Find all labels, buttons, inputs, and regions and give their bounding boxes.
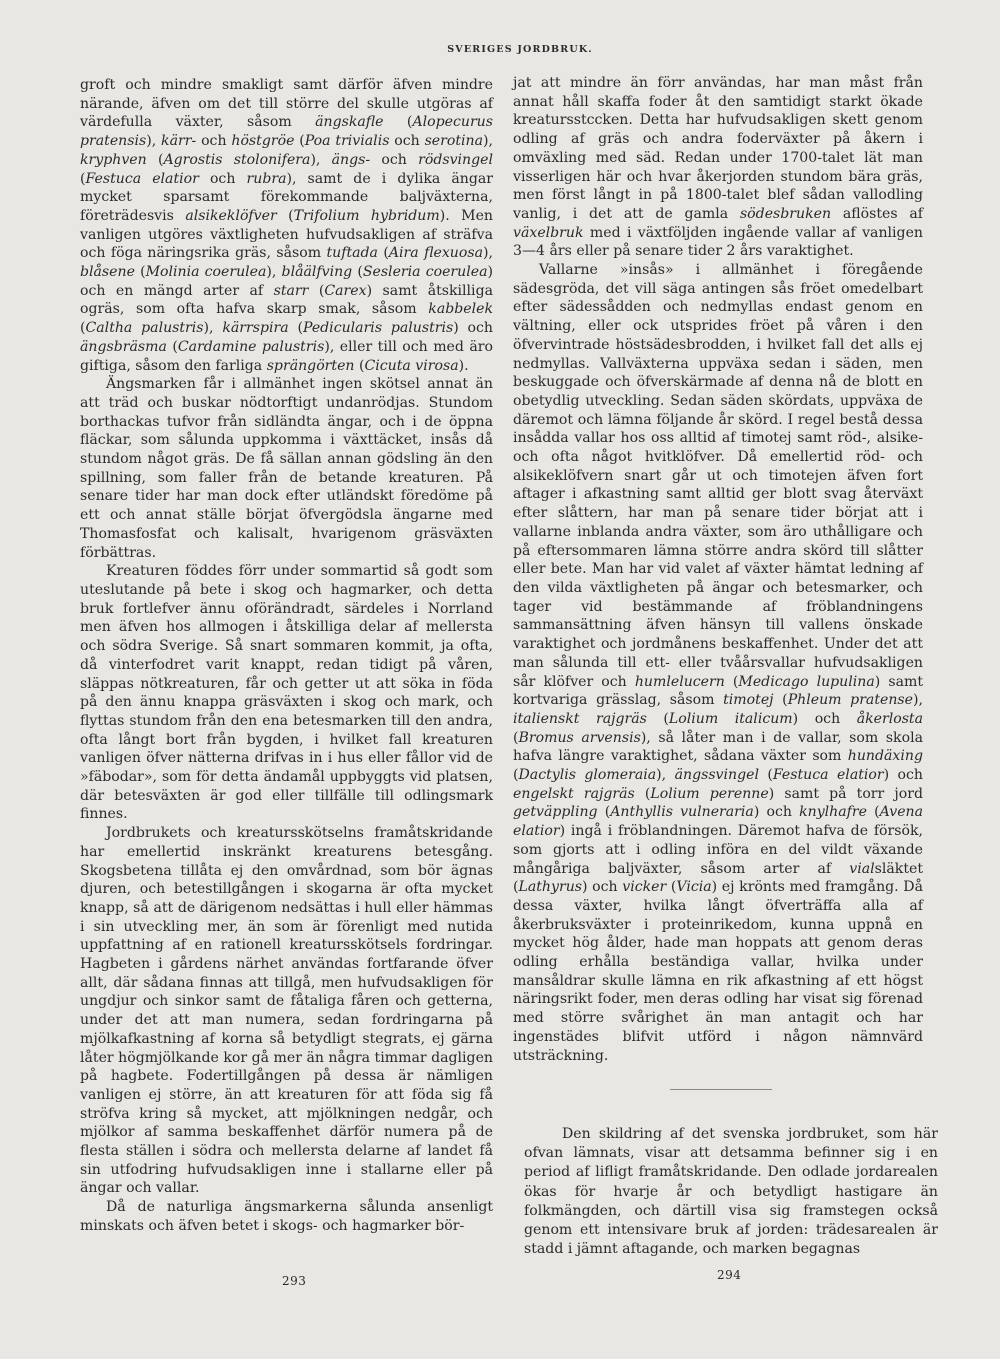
paragraph: Då de naturliga ängsmarkerna sålunda ansenligt minskats och äfven betet i skogs- och hagmarker bör- [80,1199,493,1234]
right-column [513,74,923,1065]
paragraph: Jordbrukets och kreatursskötselns framåtskridande har emellertid inskränkt kreaturens betesgång. Skogsbetena tillåta ej den omvårdnad, som bör ägnas djuren, och betestillgången i skogarna är ofta mycket knapp, så att de därigenom nedsättas i hull eller hämmas i sin utveckling mer, än som är förenligt med nutida uppfattning af en rationell kreatursskötsels fordringar. Hagbeten i gårdens närhet användas fortfarande öfver allt, där sådana finnas att tillgå, men hufvudsakligen för ungdjur och sinkor samt de fåtaliga fåren och getterna, under det att man numera, sedan fordringarna på mjölkafkastning af korna så betydligt stegrats, ej gärna låter högmjölkande kor gå mer än några timmar dagligen på hagbete. Fodertillgången på dessa är nämligen vanligen ej större, än att kreaturen för att föda sig få ströfva kring så mycket, att mjölkningen nedgår, och mjölkor af samma beskaffenhet därför numera på de flesta ställen i södra och mellersta delarne af landet få sin utfodring hufvudsakligen inne i stallarne eller på ängar och vallar. [80,825,493,1197]
paragraph: Ängsmarken får i allmänhet ingen skötsel annat än att träd och buskar nödtorftigt undanrödjas. Stundom borthackas tufvor från sidländta ängar, och i de öppna fläckar, som sålunda uppkomma i växttäcket, insås då stundom något gräs. De få sällan annan gödsling än den spillning, som faller från de betande kreaturen. På senare tider har man dock efter utländskt föredöme på ett och annat ställe börjat öfvergödsla ängarne med Thomasfosfat och kalisalt, hvarigenom gräsväxten förbättras. [80,376,493,561]
closing-paragraph: Den skildring af det svenska jordbruket, som här ofvan lämnats, visar att detsamma befinner sig i en period af lifligt framåtskridande. Den odlade jordarealen ökas för hvarje år och betydligt hastigare än folkmängden, och därtill visa sig framstegen också genom ett intensivare bruk af jorden: trädesarealen är stadd i jämnt aftagande, och marken begagnas [524,1126,938,1258]
paragraph: Vallarne »insås» i allmänhet i föregående sädesgröda, det vill säga antingen sås fröet omedelbart efter sädessådden och nedmyllas endast genom en vältning, eller ock utsprides fröet på våren i den öfvervintrade höstsädesbrodden, i hvilket fall det alls ej nedmyllas. Vallväxterna uppväxa sedan i säden, men beskuggade och öfverskärmade af denna nå de blott en obetydlig utveckling. Sedan säden skördats, uppväxa de däremot och lämna följande år skörd. I regel bestå dessa insådda vallar hos oss alltid af timotej samt röd-, alsike- och ofta något hvitklöfver. Då emellertid röd- och alsikeklöfvern snart går ut och timotejen äfven fort aftager i afkastning samt alltid ger blott svag återväxt efter slåttern, har man på senare tider börjat att i vallarne inblanda andra växter, som äro uthålligare och på eftersommaren lämna större andra skörd till slåtter eller bete. Man har vid valet af växter hämtat ledning af den vilda växtligheten på ängar och betesmarker, och tager vid bestämmande af fröblandningens sammansättning äfven hänsyn till vallens önskade varaktighet och jordmånens beskaffenhet. Under det att man sålunda till ett- eller tvåårsvallar hufvudsakligen sår klöfver och humlelucern (Medicago lupulina) samt kortvariga grässlag, såsom timotej (Phleum pratense), italienskt rajgräs (Lolium italicum) och åkerlosta (Bromus arvensis), så låter man i de vallar, som skola hafva längre varaktighet, sådana växter som hundäxing (Dactylis glomeraia), ängssvingel (Festuca elatior) och engelskt rajgräs (Lolium perenne) samt på torr jord getväppling (Anthyllis vulneraria) och knylhafre (Avena elatior) ingå i fröblandningen. Däremot hafva de försök, som gjorts att i odling införa en del vildt växande mångåriga baljväxter, såsom arter af vialsläktet (Lathyrus) och vicker (Vicia) ej krönts med framgång. Då dessa växter, hvilka långt öfverträffa alla af åkerbruksväxter i proteinrikedom, kunna uppnå en mycket hög ålder, hade man hoppats att genom deras odling erhålla beständiga vallar, hvilka under mansåldrar skulle lämna en rik afkastning af ett högst näringsrikt foder, men deras odling har visat sig förenad med större svårighet än man antagit och har ingenstädes blifvit utförd i någon nämnvärd utsträckning. [513,262,924,1064]
paragraph: groft och mindre smakligt samt därför äfven mindre närande, äfven om det till större del skulle utgöras af värdefulla växter, såsom ängskafle (Alopecurus pratensis), kärr- och höstgröe (Poa trivialis och serotina), kryphven (Agrostis stolonifera), ängs- och rödsvingel (Festuca elatior och rubra), samt de i dylika ängar mycket sparsamt förekommande baljväxterna, företrädesvis alsikeklöfver (Trifolium hybridum). Men vanligen utgöres växtligheten hufvudsakligen af sträfva och föga näringsrika gräs, såsom tuftada (Aira flexuosa), blåsene (Molinia coerulea), blåälfving (Sesleria coerulea) och en mängd arter af starr (Carex) samt åtskilliga ogräs, som ofta hafva skarp smak, såsom kabbelek (Caltha palustris), kärrspira (Pedicularis palustris) och ängsbräsma (Cardamine palustris), eller till och med äro giftiga, såsom den farliga sprängörten (Cicuta virosa). [80,77,494,374]
paragraph: Kreaturen föddes förr under sommartid så godt som uteslutande på bete i skog och hagmarker, och detta bruk fortlefver ännu oförändradt, särdeles i Norrland men äfven hos allmogen i åtskilliga delar af mellersta och södra Sverige. Så snart sommaren kommit, ja ofta, då vinterfodret varit knappt, redan tidigt på våren, släppas nötkreaturen, får och getter ut att söka in föda på den ännu knappa gräsväxten i skog och mark, och flyttas stundom från den ena betesmarken till den andra, ofta långt bort från bygden, i hvilket fall kreaturen vanligen öfver nätterna drifvas in i hus eller fållor vid de »fäbodar», som för detta ändamål uppbyggts vid platsen, där betesväxten är god eller tillfälle till odlingsmark finnes. [80,563,493,823]
page-number-left: 293 [282,1274,307,1288]
section-divider [670,1089,772,1090]
paragraph: jat att mindre än förr användas, har man måst från annat håll skaffa foder åt den samtidigt starkt ökade kreatursstccken. Detta har hufvudsakligen skett genom odling af gräs och andra foderväxter på åkern i omväxling med säd. Redan under 1700-talet lät man visserligen här och hvar åkerjorden stundom bära gräs, men först långt in på 1800-talet blef sådan vallodling vanlig, i det att de gamla södesbruken aflöstes af växelbruk med i växtföljden ingående vallar af vanligen 3—4 års eller på senare tider 2 års varaktighet. [513,75,923,260]
page-number-right: 294 [717,1268,742,1282]
left-column [80,76,493,1236]
closing-section [524,1125,938,1259]
running-header: SVERIGES JORDBRUK. [447,44,593,55]
